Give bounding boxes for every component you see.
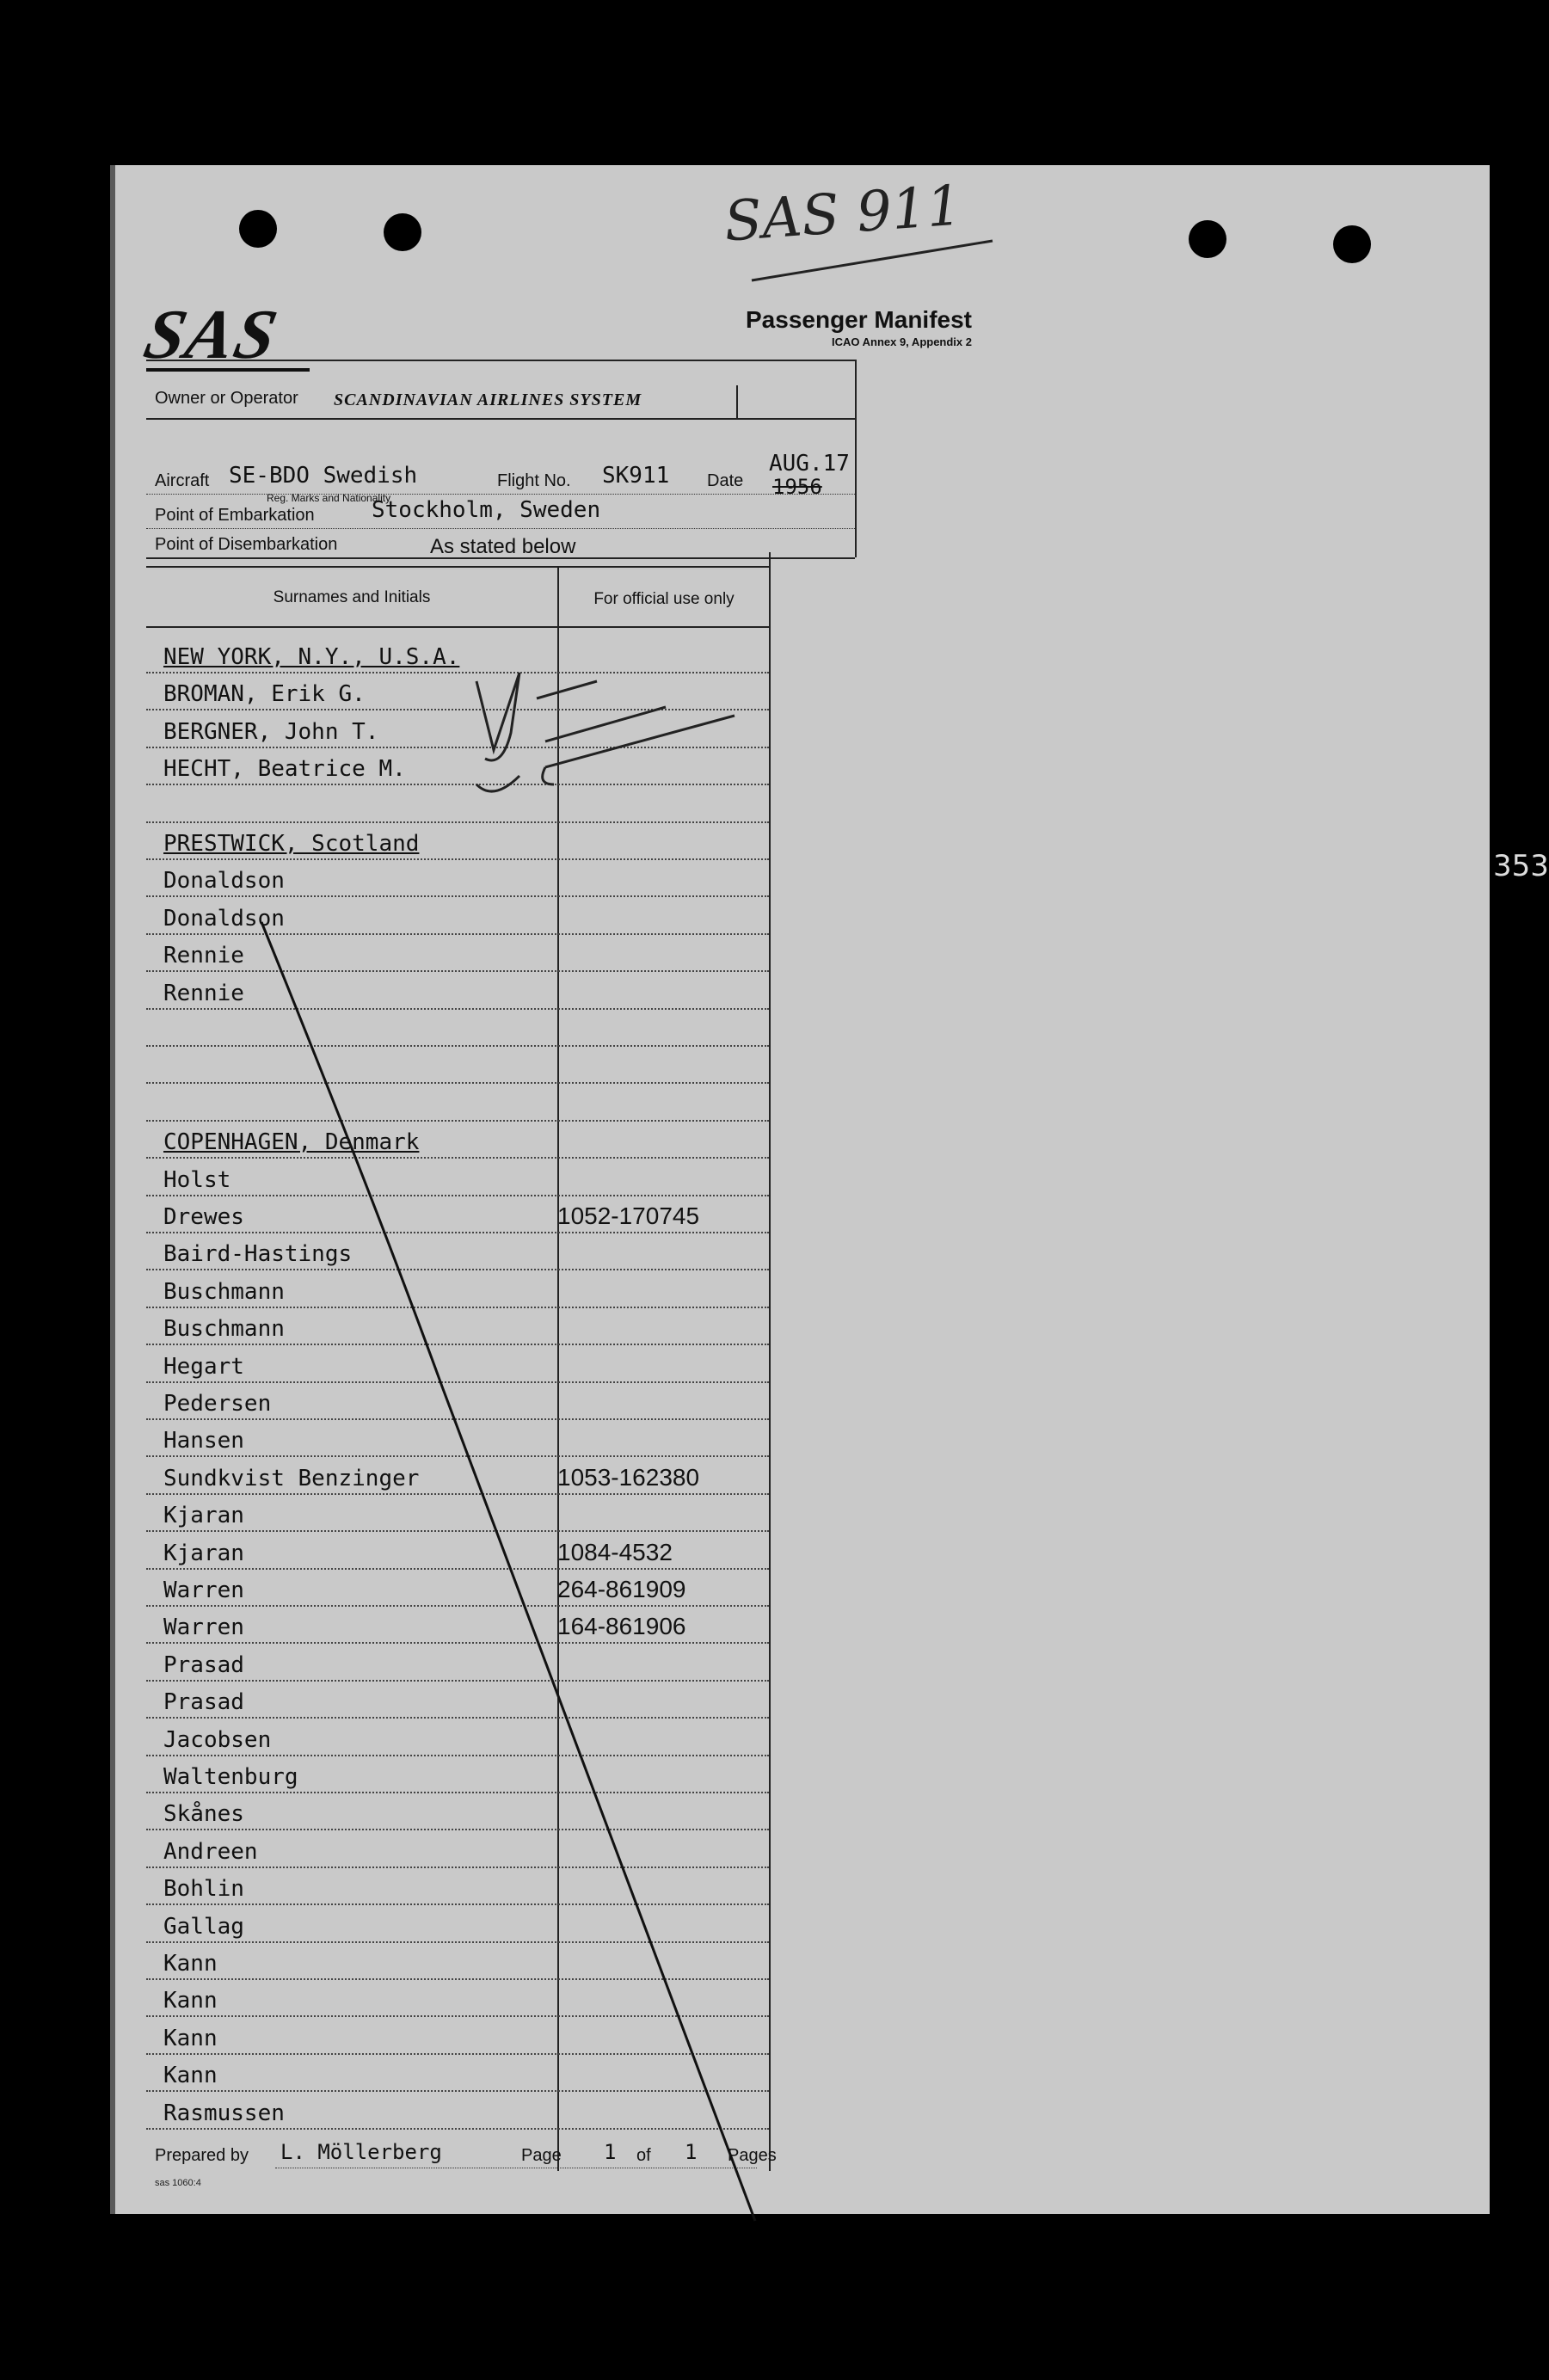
official-use-value: 164-861906 [557,1613,686,1640]
passenger-name: Andreen [163,1838,258,1865]
official-use-value: 264-861909 [557,1576,686,1602]
page-label: Page [521,2146,562,2165]
passenger-name: Buschmann [163,1316,285,1343]
sas-logo: SAS [138,295,286,373]
official-column-header: For official use only [593,590,735,608]
destination-heading: NEW YORK, N.Y., U.S.A. [163,644,460,670]
passenger-name: Kann [163,2063,218,2089]
passenger-name: Skånes [163,1801,244,1828]
heading-slash-line [752,241,993,280]
manifest-sheet [110,165,1549,2214]
form-subtitle: ICAO Annex 9, Appendix 2 [831,335,972,348]
official-use-value: 1052-170745 [557,1202,700,1229]
destination-heading: PRESTWICK, Scotland [163,831,420,857]
passenger-name: Rasmussen [163,2100,285,2126]
prepared-by-value: L. Möllerberg [280,2140,442,2164]
passenger-name: Holst [163,1166,231,1193]
passenger-name: Hansen [163,1428,244,1454]
date-label: Date [707,471,744,490]
owner-value: SCANDINAVIAN AIRLINES SYSTEM [334,391,642,409]
handwritten-flight-note: SAS 911 [722,174,964,255]
passenger-name: Jacobsen [163,1726,272,1753]
passenger-name: Kann [163,1951,218,1977]
official-use-value: 1084-4532 [557,1538,673,1565]
of-label: of [636,2146,651,2165]
passenger-name: Gallag [163,1913,244,1940]
embarkation-value: Stockholm, Sweden [372,497,601,523]
passenger-name: Hegart [163,1353,244,1380]
aircraft-sublabel: Reg. Marks and Nationality [267,492,391,504]
surnames-column-header: Surnames and Initials [273,588,431,606]
form-title: Passenger Manifest [746,306,972,333]
check-stroke [545,716,735,767]
check-stroke [537,681,597,698]
passenger-name: Waltenburg [163,1764,298,1790]
flight-no-value: SK911 [602,463,670,489]
passenger-name: Sundkvist Benzinger [163,1465,420,1491]
passenger-name: Rennie [163,980,244,1006]
form-code: sas 1060:4 [155,2178,201,2188]
passenger-name: Kjaran [163,1503,244,1529]
passenger-name: Donaldson [163,868,285,895]
aircraft-value: SE-BDO Swedish [229,463,418,489]
passenger-name: Drewes [163,1204,244,1230]
check-stroke [545,707,666,741]
passenger-name: Buschmann [163,1278,285,1305]
passenger-name: Kann [163,2025,218,2051]
passenger-name: BROMAN, Erik G. [163,681,366,708]
aircraft-label: Aircraft [155,471,210,490]
passenger-name: Rennie [163,943,244,969]
prepared-by-label: Prepared by [155,2146,249,2165]
passenger-name: HECHT, Beatrice M. [163,756,406,783]
page-stamp-number: 353 [1493,849,1549,883]
disembarkation-value: As stated below [430,535,576,558]
passenger-name: Kjaran [163,1540,244,1566]
passenger-name: BERGNER, John T. [163,718,379,745]
embarkation-label: Point of Embarkation [155,506,315,525]
passenger-name: Pedersen [163,1391,272,1417]
passenger-name: Bohlin [163,1876,244,1903]
official-use-value: 1053-162380 [557,1463,700,1491]
page-value: 1 [604,2140,617,2164]
passenger-name: Prasad [163,1651,244,1678]
destination-heading: COPENHAGEN, Denmark [163,1129,420,1156]
diagonal-strike-line [261,922,755,2221]
passenger-name: Donaldson [163,905,285,932]
of-value: 1 [685,2140,698,2164]
date-value-line2: 1956 [772,475,822,499]
passenger-name: Warren [163,1614,244,1641]
flight-no-label: Flight No. [497,471,571,490]
passenger-name: Warren [163,1577,244,1603]
handwritten-marks [115,165,1490,2214]
owner-label: Owner or Operator [155,389,298,408]
pages-label: Pages [728,2146,777,2165]
passenger-name: Kann [163,1988,218,2014]
passenger-name: Baird-Hastings [163,1241,353,1268]
handwritten-signature-mark [476,673,554,791]
date-value-line1: AUG.17 [769,451,850,477]
disembarkation-label: Point of Disembarkation [155,535,338,554]
passenger-name: Prasad [163,1689,244,1716]
